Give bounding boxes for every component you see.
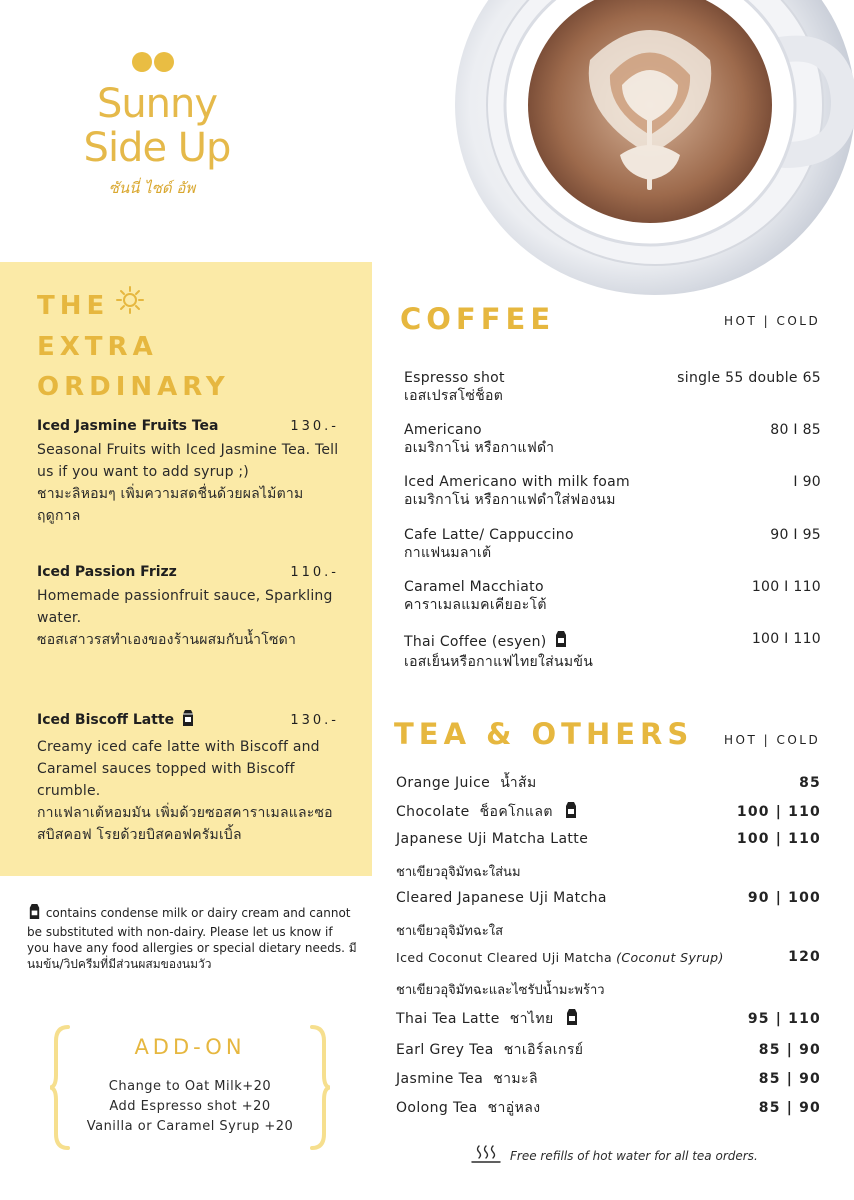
tea-item-en: Orange Juice xyxy=(396,775,491,791)
milk-carton-icon xyxy=(564,1008,580,1030)
coffee-item-price: single 55 double 65 xyxy=(677,370,821,386)
tea-item-en: Thai Tea Latte xyxy=(396,1011,500,1027)
tea-item-price: 100 | 110 xyxy=(736,831,821,847)
extra-item-desc-en: Seasonal Fruits with Iced Jasmine Tea. Tell us if you want to add syrup ;) xyxy=(37,442,339,480)
sun-icon xyxy=(115,285,145,327)
tea-item-en: Jasmine Tea xyxy=(396,1071,484,1087)
add-on-box xyxy=(50,1025,330,1150)
extra-item-desc-en: Creamy iced cafe latte with Biscoff and Caramel sauces topped with Biscoff crumble. xyxy=(37,739,320,799)
tea-item-price: 85 | 90 xyxy=(758,1100,821,1116)
coffee-item-th: คาราเมลแมคเคียอะโต้ xyxy=(404,597,547,613)
coffee-item-cafe-latte xyxy=(404,526,821,562)
milk-carton-icon xyxy=(553,630,569,653)
tea-item-jasmine xyxy=(396,1068,821,1090)
coffee-item-en: Iced Americano with milk foam xyxy=(404,474,630,490)
extra-item-jasmine-fruits-tea xyxy=(37,418,339,527)
extra-item-price: 110.- xyxy=(290,564,339,580)
add-on-list xyxy=(50,1077,330,1137)
tea-item-oolong xyxy=(396,1097,821,1119)
tea-item-note: (Coconut Syrup) xyxy=(616,949,724,965)
extra-item-desc-th: ชามะลิหอมๆ เพิ่มความสดชื่นด้วยผลไม้ตามฤดูกาล xyxy=(37,486,304,524)
coffee-item-americano xyxy=(404,421,821,457)
extra-item-passion-frizz xyxy=(37,564,339,651)
logo-thai-name: ซันนี่ ไซด์ อัพ xyxy=(108,179,196,197)
tea-item-th: ชาเขียวอุจิมัทฉะใส่นม xyxy=(396,865,521,880)
tea-item-th: น้ำส้ม xyxy=(500,775,537,791)
tea-item-thai-tea-latte xyxy=(396,1008,821,1030)
tea-item-en: Earl Grey Tea xyxy=(396,1042,494,1058)
tea-section-title: TEA & OTHERS xyxy=(394,717,694,751)
tea-item-price: 85 | 90 xyxy=(758,1071,821,1087)
logo-title-line1: Sunny xyxy=(96,81,218,127)
refill-note-text: Free refills of hot water for all tea orders. xyxy=(510,1148,758,1163)
tea-item-price: 120 xyxy=(788,949,821,965)
extra-item-desc-th: ซอสเสาวรสทำเองของร้านผสมกับน้ำโซดา xyxy=(37,632,297,648)
extra-ordinary-title xyxy=(37,285,230,407)
tea-item-th: ชามะลิ xyxy=(493,1071,538,1087)
tea-item-price: 85 | 90 xyxy=(758,1042,821,1058)
milk-carton-icon xyxy=(563,801,579,823)
coffee-item-iced-americano-foam xyxy=(404,473,821,509)
extra-item-name: Iced Jasmine Fruits Tea xyxy=(37,418,219,434)
tea-item-en: Iced Coconut Cleared Uji Matcha xyxy=(396,949,613,965)
coffee-item-espresso xyxy=(404,369,821,405)
tea-item-th: ชาเอิร์ลเกรย์ xyxy=(503,1042,584,1058)
tea-item-orange-juice xyxy=(396,772,821,794)
add-on-title: ADD-ON xyxy=(134,1035,246,1059)
extra-item-price: 130.- xyxy=(290,712,339,728)
extra-item-name xyxy=(37,709,196,731)
tea-item-th: ชาไทย xyxy=(509,1011,554,1027)
coffee-hot-cold-header: HOT | COLD xyxy=(724,314,821,328)
tea-item-earl-grey xyxy=(396,1039,821,1061)
tea-item-cleared-uji-matcha xyxy=(396,890,821,906)
logo-dots xyxy=(54,52,252,72)
coffee-item-th: กาแฟนมลาเต้ xyxy=(404,545,492,561)
coffee-item-price: I 90 xyxy=(793,474,821,490)
dairy-footnote-text: contains condense milk or dairy cream and cannot be substituted with non-dairy. Please let us know if you have any food allergies or special dietary needs. มีนมข้น/วิปครีมที่มีส่วนผสมของนมวัว xyxy=(27,906,357,971)
milk-carton-icon xyxy=(27,903,42,924)
coffee-item-th: เอสเย็นหรือกาแฟไทยใส่นมข้น xyxy=(404,654,594,670)
tea-item-coconut-uji-matcha xyxy=(396,949,821,965)
logo-title-line2: Side Up xyxy=(83,125,231,171)
tea-item-th: ชาเขียวอุจิมัทฉะและไซรัปน้ำมะพร้าว xyxy=(396,983,605,998)
tea-item-uji-matcha-latte xyxy=(396,831,821,847)
coffee-item-price: 100 I 110 xyxy=(751,579,821,595)
milk-carton-icon xyxy=(180,709,196,731)
latte-cup-illustration xyxy=(440,0,854,300)
logo-dot xyxy=(154,52,174,72)
coffee-item-price: 90 I 95 xyxy=(770,527,821,543)
add-on-item: Vanilla or Caramel Syrup +20 xyxy=(86,1119,294,1134)
coffee-item-caramel-macchiato xyxy=(404,578,821,614)
tea-item-th: ชาอู่หลง xyxy=(487,1100,541,1116)
tea-item-chocolate xyxy=(396,801,821,823)
brand-logo xyxy=(62,52,252,200)
coffee-item-th: อเมริกาโน่ หรือกาแฟดำใส่ฟองนม xyxy=(404,492,616,508)
coffee-item-th: อเมริกาโน่ หรือกาแฟดำ xyxy=(404,440,555,456)
extra-item-name: Iced Passion Frizz xyxy=(37,564,177,580)
tea-item-en: Chocolate xyxy=(396,804,470,820)
coffee-item-price: 100 I 110 xyxy=(751,631,821,647)
extra-item-price: 130.- xyxy=(290,418,339,434)
extra-title-line2: EXTRA xyxy=(37,332,158,362)
coffee-item-en xyxy=(404,630,593,653)
coffee-item-en: Espresso shot xyxy=(404,370,505,386)
tea-item-price: 90 | 100 xyxy=(747,890,821,906)
coffee-item-price: 80 I 85 xyxy=(770,422,821,438)
tea-item-en: Oolong Tea xyxy=(396,1100,478,1116)
tea-item-th: ชาเขียวอุจิมัทฉะใส xyxy=(396,924,504,939)
coffee-item-th: เอสเปรสโซ่ช็อต xyxy=(404,388,504,404)
coffee-item-en: Cafe Latte/ Cappuccino xyxy=(404,527,574,543)
coffee-item-thai-coffee xyxy=(404,630,821,671)
tea-hot-cold-header: HOT | COLD xyxy=(724,733,821,747)
tea-item-en: Cleared Japanese Uji Matcha xyxy=(396,890,607,906)
tea-item-en: Japanese Uji Matcha Latte xyxy=(396,831,589,847)
extra-title-line1: THE xyxy=(37,291,110,321)
dairy-footnote xyxy=(27,903,357,972)
coffee-section-title: COFFEE xyxy=(400,302,556,336)
extra-item-desc-th: กาแฟลาเต้หอมมัน เพิ่มด้วยซอสคาราเมลและซอสบิสคอฟ โรยด้วยบิสคอฟครัมเบิ้ล xyxy=(37,805,333,843)
tea-item-price: 95 | 110 xyxy=(747,1011,821,1027)
logo-title xyxy=(62,82,252,170)
add-on-item: Add Espresso shot +20 xyxy=(109,1099,271,1114)
tea-item-th: ช็อคโกแลต xyxy=(479,804,553,820)
tea-item-price: 100 | 110 xyxy=(736,804,821,820)
extra-item-biscoff-latte xyxy=(37,709,339,846)
coffee-item-en: Americano xyxy=(404,422,482,438)
logo-dot xyxy=(132,52,152,72)
coffee-item-en: Caramel Macchiato xyxy=(404,579,544,595)
extra-item-name-text: Iced Biscoff Latte xyxy=(37,712,175,728)
refill-note xyxy=(470,1143,758,1168)
hot-water-icon xyxy=(470,1143,502,1168)
tea-item-price: 85 xyxy=(799,775,821,791)
add-on-item: Change to Oat Milk+20 xyxy=(108,1079,272,1094)
coffee-item-en-text: Thai Coffee (esyen) xyxy=(404,633,547,650)
extra-title-line3: ORDINARY xyxy=(37,372,230,402)
extra-item-desc-en: Homemade passionfruit sauce, Sparkling water. xyxy=(37,588,333,626)
